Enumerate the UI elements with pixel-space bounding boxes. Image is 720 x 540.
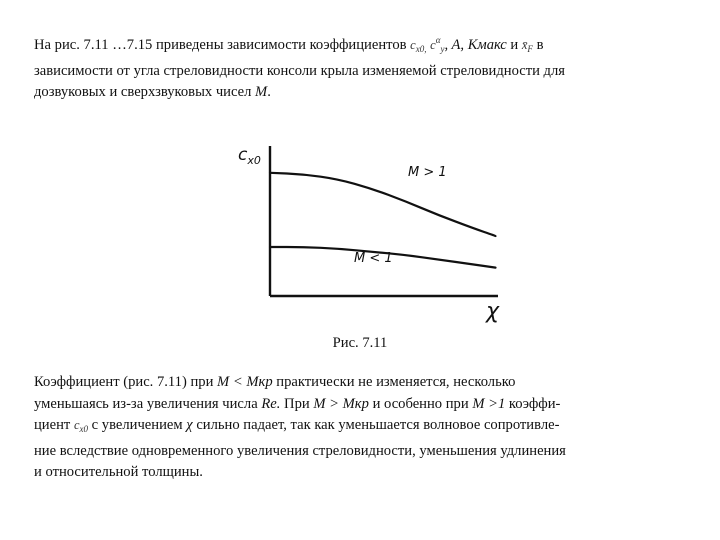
discussion-line-1: Коэффициент (рис. 7.11) при M < Mкр практически не изменяется, несколько xyxy=(34,374,516,390)
and-text: и xyxy=(506,37,522,53)
series-line-m-gt-1 xyxy=(270,173,496,236)
intro-line-3: дозвуковых и сверхзвуковых чисел M. xyxy=(34,84,271,100)
cx0-inline-symbol: $c_{x0}$ xyxy=(73,418,88,434)
curve-label-m-gt-1: M > 1 xyxy=(408,165,447,180)
cy-alpha-symbol: $c^\alpha_y$ xyxy=(430,35,445,54)
intro-text: На рис. 7.11 …7.15 приведены зависимости коэффициентов xyxy=(34,37,407,53)
intro-line-1 xyxy=(34,30,694,61)
m-greater-1: M >1 xyxy=(472,395,506,412)
discussion-line-5: и относительной толщины. xyxy=(34,464,203,480)
discussion-line-4: ние вследствие одновременного увеличения стреловидности, уменьшения удлинения xyxy=(34,442,566,459)
m-greater-mkr: M > Mкр xyxy=(313,395,369,412)
discussion-paragraph xyxy=(34,372,694,484)
xf-symbol: $x̄_F$ xyxy=(521,38,533,54)
x-axis-label: χ xyxy=(486,299,500,324)
figure-7-11 xyxy=(228,118,528,328)
discussion-line-2: уменьшаясь из-за увеличения числа Re. При M > Mкр и особенно при M >1 коэффи- xyxy=(34,395,561,412)
m-less-mkr: M < Mкр xyxy=(217,374,273,390)
intro-line-end: в xyxy=(532,37,544,53)
re-symbol: Re. xyxy=(261,395,281,412)
chart-svg xyxy=(228,118,528,328)
figure-caption: Рис. 7.11 xyxy=(332,335,388,351)
mach-symbol: M xyxy=(255,84,268,100)
intro-paragraph xyxy=(34,30,694,104)
kmax-symbol: Кмакс xyxy=(467,37,507,53)
cx0-symbol: $c_{x0,}$ xyxy=(410,38,427,54)
discussion-line-3: циент $c_{x0}$ с увеличением χ сильно падает, так как уменьшается волновое сопротивле- xyxy=(34,417,560,434)
intro-line-2: зависимости от угла стреловидности консоли крыла изменяемой стреловидности для xyxy=(34,62,565,79)
y-axis-label: $c_{x0}$ xyxy=(238,145,261,167)
a-symbol: , A, xyxy=(444,37,468,53)
curve-label-m-lt-1: M < 1 xyxy=(354,251,393,266)
chi-symbol: χ xyxy=(186,417,193,433)
